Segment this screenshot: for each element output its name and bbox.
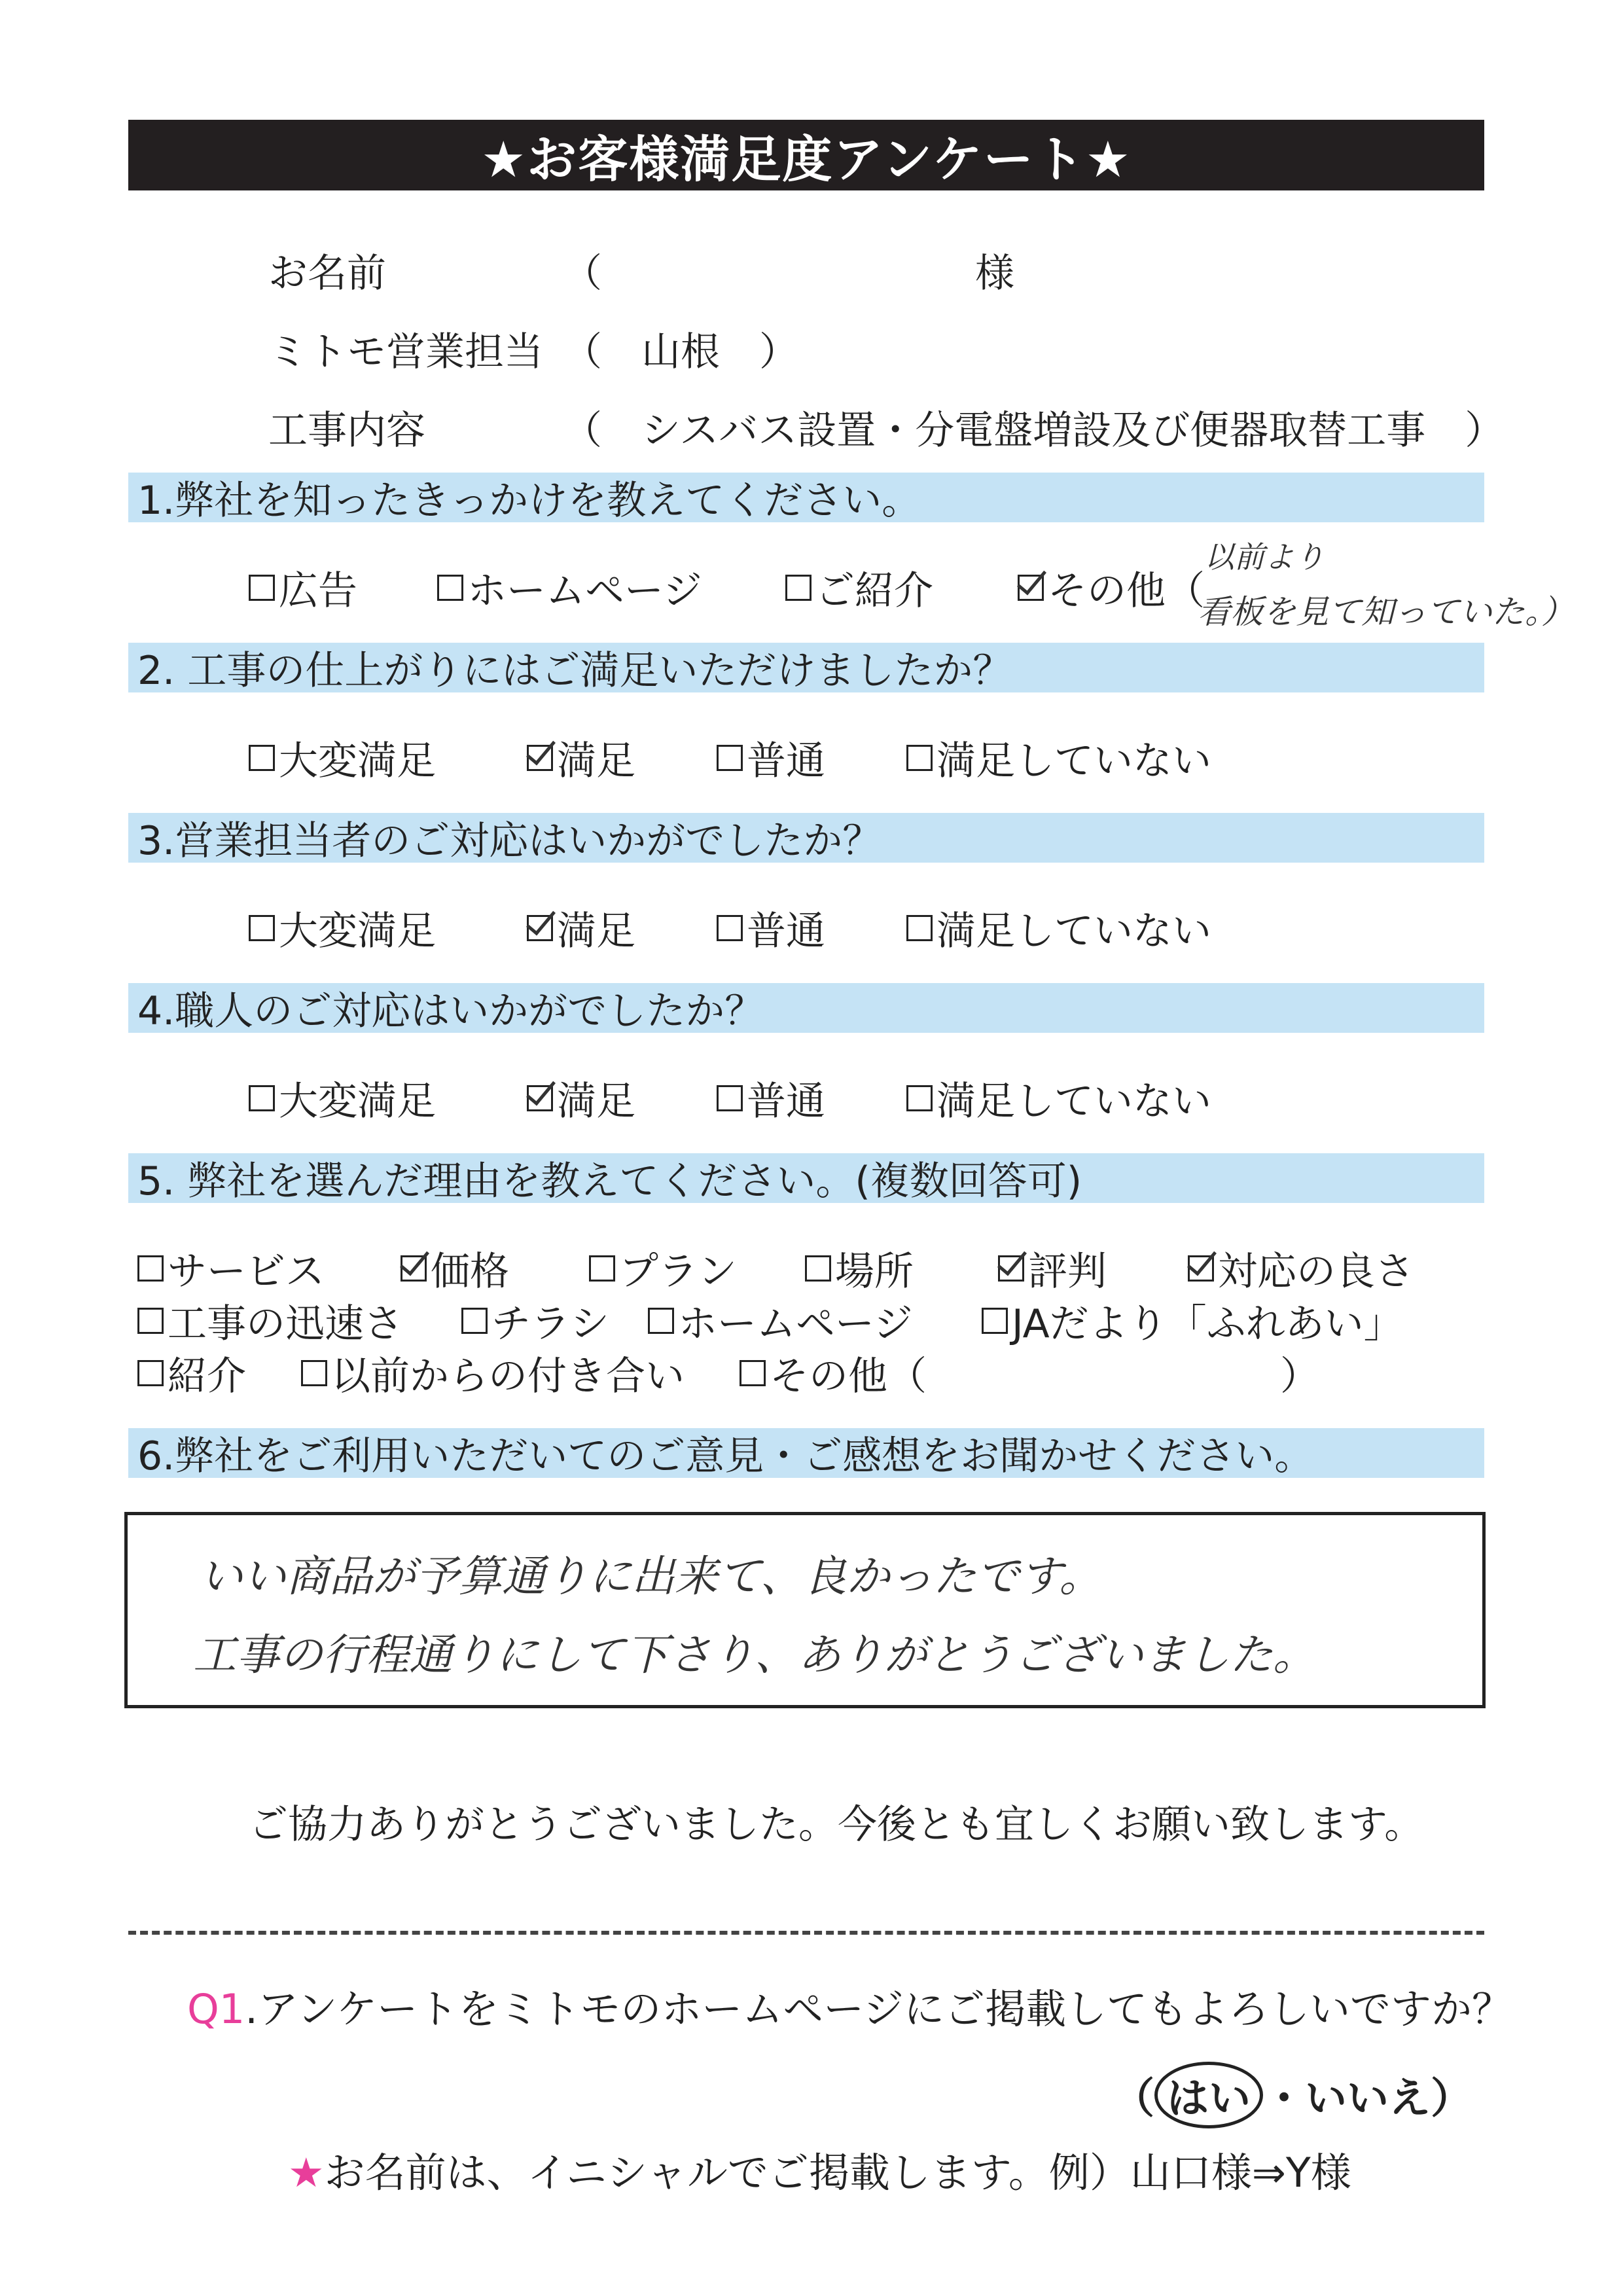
q2-option-very-satisfied[interactable]: 大変満足 bbox=[249, 730, 436, 786]
work-content-label: 工事内容 bbox=[268, 408, 425, 454]
name-suffix: 様 bbox=[975, 251, 1014, 296]
checkbox[interactable] bbox=[249, 745, 275, 771]
question-3: 3.営業担当者のご対応はいかがでしたか？ bbox=[128, 813, 1484, 863]
q5-option-homepage[interactable]: ホームページ bbox=[648, 1293, 913, 1349]
checkbox-checked[interactable] bbox=[527, 745, 553, 771]
initials-note-text: お名前は、イニシャルでご掲載します。例）山口様⇒Y様 bbox=[324, 2149, 1351, 2197]
q4-option-normal[interactable]: 普通 bbox=[717, 1070, 825, 1126]
dashed-divider bbox=[128, 1931, 1484, 1935]
q4-option-satisfied[interactable]: 満足 bbox=[527, 1070, 635, 1126]
checkbox[interactable] bbox=[717, 915, 743, 941]
q2-option-satisfied[interactable]: 満足 bbox=[527, 730, 635, 786]
q1-other-note-2: 看板を見て知っていた。） bbox=[1198, 593, 1574, 631]
publish-question-text: .アンケートをミトモのホームページにご掲載してもよろしいですか？ bbox=[245, 1985, 1512, 2033]
checkbox[interactable] bbox=[906, 1085, 933, 1111]
q5-option-plan[interactable]: プラン bbox=[589, 1240, 737, 1297]
q2-option-not-satisfied[interactable]: 満足していない bbox=[906, 730, 1211, 786]
comment-box bbox=[124, 1512, 1486, 1708]
name-label: お名前 bbox=[268, 251, 386, 296]
closing-message: ご協力ありがとうございました。今後とも宜しくお願い致します。 bbox=[249, 1802, 1424, 1848]
q1-other-note-1: 以前より bbox=[1204, 539, 1325, 575]
q5-option-service[interactable]: サービス bbox=[137, 1240, 325, 1297]
checkbox-checked[interactable] bbox=[1188, 1255, 1214, 1282]
checkbox[interactable] bbox=[906, 915, 933, 941]
publish-question bbox=[187, 1977, 1512, 2035]
q5-option-referral[interactable]: 紹介 bbox=[137, 1345, 246, 1401]
consent-no[interactable]: いいえ bbox=[1305, 2075, 1431, 2123]
comment-line-2: 工事の行程通りにして下さり、ありがとうございました。 bbox=[193, 1630, 1316, 1680]
checkbox[interactable] bbox=[717, 1085, 743, 1111]
q1-option-ad[interactable]: 広告 bbox=[249, 560, 357, 616]
q5-option-other[interactable]: その他（ ） bbox=[740, 1345, 1319, 1401]
checkbox[interactable] bbox=[589, 1255, 615, 1282]
checkbox[interactable] bbox=[785, 575, 812, 601]
checkbox[interactable] bbox=[249, 915, 275, 941]
sales-rep-label: ミトモ営業担当 bbox=[268, 329, 543, 375]
checkbox-checked[interactable] bbox=[527, 1085, 553, 1111]
checkbox[interactable] bbox=[906, 745, 933, 771]
name-open-paren: （ bbox=[563, 251, 602, 296]
q5-option-location[interactable]: 場所 bbox=[805, 1240, 914, 1297]
initials-note bbox=[288, 2140, 1351, 2198]
checkbox[interactable] bbox=[648, 1308, 674, 1334]
q5-option-ja-newsletter[interactable]: JAだより「ふれあい」 bbox=[982, 1293, 1403, 1349]
q1-option-other[interactable]: その他（ bbox=[1018, 560, 1205, 616]
checkbox[interactable] bbox=[717, 745, 743, 771]
sales-rep-value: （ 山根 ） bbox=[563, 329, 798, 375]
publish-question-number: Q1 bbox=[187, 1985, 245, 2033]
consent-yes-circled[interactable]: はい bbox=[1154, 2062, 1263, 2128]
checkbox[interactable] bbox=[805, 1255, 831, 1282]
q3-option-normal[interactable]: 普通 bbox=[717, 900, 825, 956]
comment-line-1: いい商品が予算通りに出来て、良かったです。 bbox=[200, 1551, 1103, 1602]
checkbox[interactable] bbox=[982, 1308, 1008, 1334]
question-5: 5. 弊社を選んだ理由を教えてください。(複数回答可) bbox=[128, 1153, 1484, 1203]
q5-option-price[interactable]: 価格 bbox=[401, 1240, 509, 1297]
checkbox[interactable] bbox=[437, 575, 463, 601]
checkbox[interactable] bbox=[137, 1360, 164, 1386]
consent-open-paren: （ bbox=[1113, 2075, 1154, 2123]
checkbox[interactable] bbox=[137, 1255, 164, 1282]
survey-title: ★お客様満足度アンケート★ bbox=[128, 120, 1484, 190]
question-4: 4.職人のご対応はいかがでしたか？ bbox=[128, 983, 1484, 1033]
q1-option-referral[interactable]: ご紹介 bbox=[785, 560, 933, 616]
checkbox[interactable] bbox=[301, 1360, 327, 1386]
q5-option-reputation[interactable]: 評判 bbox=[998, 1240, 1107, 1297]
q5-option-speed[interactable]: 工事の迅速さ bbox=[137, 1293, 403, 1349]
q4-option-not-satisfied[interactable]: 満足していない bbox=[906, 1070, 1211, 1126]
checkbox-checked[interactable] bbox=[401, 1255, 427, 1282]
q5-option-past-relationship[interactable]: 以前からの付き合い bbox=[301, 1345, 685, 1401]
q3-option-very-satisfied[interactable]: 大変満足 bbox=[249, 900, 436, 956]
q4-option-very-satisfied[interactable]: 大変満足 bbox=[249, 1070, 436, 1126]
q3-option-satisfied[interactable]: 満足 bbox=[527, 900, 635, 956]
checkbox-checked[interactable] bbox=[1018, 575, 1044, 601]
q1-option-homepage[interactable]: ホームページ bbox=[437, 560, 702, 616]
checkbox[interactable] bbox=[249, 575, 275, 601]
q2-option-normal[interactable]: 普通 bbox=[717, 730, 825, 786]
checkbox-checked[interactable] bbox=[998, 1255, 1024, 1282]
question-2: 2. 工事の仕上がりにはご満足いただけましたか？ bbox=[128, 643, 1484, 692]
checkbox[interactable] bbox=[137, 1308, 164, 1334]
q3-option-not-satisfied[interactable]: 満足していない bbox=[906, 900, 1211, 956]
checkbox[interactable] bbox=[740, 1360, 766, 1386]
q5-option-good-response[interactable]: 対応の良さ bbox=[1188, 1240, 1414, 1297]
question-6: 6.弊社をご利用いただいてのご意見・ご感想をお聞かせください。 bbox=[128, 1428, 1484, 1478]
checkbox[interactable] bbox=[249, 1085, 275, 1111]
checkbox-checked[interactable] bbox=[527, 915, 553, 941]
q5-option-flyer[interactable]: チラシ bbox=[461, 1293, 609, 1349]
consent-close-paren: ） bbox=[1431, 2075, 1472, 2123]
consent-separator: ・ bbox=[1263, 2075, 1305, 2123]
star-icon: ★ bbox=[288, 2149, 325, 2197]
work-content-value: （ シスバス設置・分電盤増設及び便器取替工事 ） bbox=[563, 408, 1505, 454]
checkbox[interactable] bbox=[461, 1308, 488, 1334]
question-1: 1.弊社を知ったきっかけを教えてください。 bbox=[128, 473, 1484, 522]
publish-consent bbox=[1113, 2062, 1472, 2128]
